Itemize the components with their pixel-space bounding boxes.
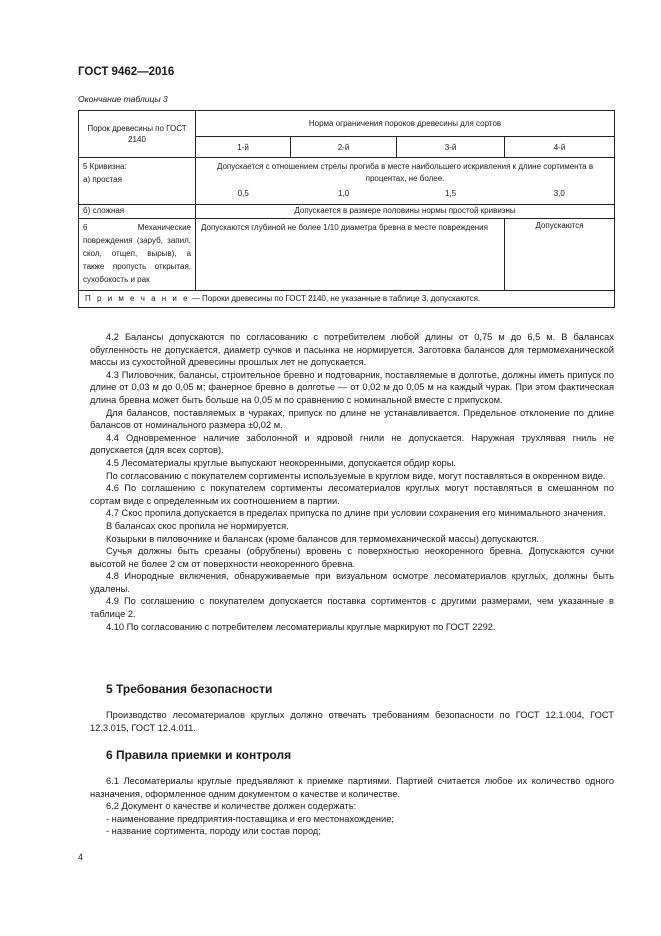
paragraph: 4.5 Лесоматериалы круглые выпускают неокоренными, допускается обдир коры.: [106, 457, 456, 468]
paragraph: 6.2 Документ о качестве и количестве должен содержать:: [106, 801, 357, 812]
curvature-title: 5 Кривизна:: [83, 162, 127, 171]
curvature-value-3: 1,5: [444, 188, 457, 198]
table-note: [79, 291, 615, 308]
curvature-simple-label: а) простая: [83, 175, 122, 184]
mechanical-damage-label: 6 Механические повреждения (заруб, запил, скол, отщеп, вырыв), а также пропусть открытая, сухобокость и рак: [79, 219, 196, 291]
list-item: - название сортимента, породу или состав пород;: [106, 826, 321, 837]
section-6-body: [90, 775, 614, 838]
page-number: 4: [78, 852, 84, 862]
standard-header: ГОСТ 9462—2016: [78, 66, 175, 78]
defects-table: [78, 110, 615, 308]
paragraph: По согласованию с покупателем сортименты используемые в круглом виде, могут поставляться в окоренном виде.: [106, 470, 606, 481]
section-6-title: 6 Правила приемки и контроля: [106, 748, 292, 762]
clause-4-body: [90, 331, 614, 633]
list-item: - наименование предприятия-поставщика и его местонахождение;: [106, 813, 394, 824]
curvature-value-1: 0,5: [196, 189, 291, 205]
section-5-title: 5 Требования безопасности: [106, 682, 273, 696]
paragraph: 4.2 Балансы допускаются по согласованию с потребителем любой длины от 0,75 м до 6,5 м. В балансах обугленность не допускается, диаметр сучков и пасынка не нормируется. Заготовка балансов для термомеханической массы из сухостойной древесины прошлых лет не допускается.: [90, 332, 614, 368]
curvature-complex-label: б) сложная: [79, 205, 196, 219]
paragraph: 4.9 По соглашению с покупателем допускается поставка сортиментов с другими размерами, чем указанные в таблице 2.: [90, 596, 614, 620]
grade-1-header: 1-й: [196, 137, 291, 158]
mechanical-damage-norm: Допускаются глубиной не более 1/10 диаметра бревна в месте повреждения: [196, 219, 505, 291]
curvature-value-2: 1,0: [337, 188, 350, 198]
paragraph: Козырьки в пиловочнике и балансах (кроме балансов для термомеханической массы) допускаются.: [106, 533, 539, 544]
paragraph: 4.6 По соглашению с покупателем сортименты лесоматериалов круглых могут поставляться в смешанном по сортам виде с определенным их соотношением в партии.: [90, 483, 614, 506]
note-text: — Пороки древесины по ГОСТ 2140, не указанные в таблице 3, допускаются.: [189, 294, 481, 303]
curvature-complex-text: Допускается в размере половины нормы простой кривизны: [196, 205, 615, 219]
paragraph: 4.3 Пиловочник, балансы, строительное бревно и подтоварник, поставляемые в долготье, должны иметь припуск по длине от 0,03 м до 0,05 м; фанерное бревно в долготье — от 0,02 м до 0,05 м на каждый чурак. При этом фактическая длина бревна может быть больше на 0,05 м по сравнению с номинальной вместе с припуском.: [90, 369, 614, 405]
note-label: П р и м е ч а н и е: [85, 294, 190, 303]
paragraph: 4.7 Скос пропила допускается в пределах припуска по длине при условии сохранения его минимального значения.: [106, 508, 606, 519]
defect-column-header: Порок древесины по ГОСТ 2140: [79, 111, 196, 158]
paragraph: Сучья должны быть срезаны (обрублены) вровень с поверхностью неокоренного бревна. Допускаются сучки высотой не более 2 см от поверхности неокоренного бревна.: [90, 546, 614, 569]
table-caption: Окончание таблицы 3: [78, 94, 168, 104]
section-5-body: [90, 709, 614, 734]
paragraph: 4.4 Одновременное наличие заболонной и ядровой гнили не допускается. Наружная трухлявая гниль не допускается (для всех сортов).: [90, 432, 614, 456]
grade-4-header: 4-й: [505, 137, 615, 158]
curvature-norm-text: Допускается с отношением стрелы прогиба в месте наибольшего искривления к длине сортимента в процентах, не более.: [196, 158, 615, 189]
row-curvature-label: [79, 158, 196, 189]
paragraph: 6.1 Лесоматериалы круглые предъявляют к приемке партиями. Партией считается любое их количество одного назначения, оформленное одним документом о качестве и количестве.: [90, 776, 614, 799]
paragraph: Для балансов, поставляемых в чураках, припуск по длине не устанавливается. Предельное отклонение по длине балансов от номинального размера ±0,02 м.: [90, 407, 614, 431]
paragraph: 4.8 Инородные включения, обнаруживаемые при визуальном осмотре лесоматериалов круглых, должны быть удалены.: [90, 571, 614, 594]
grade-3-header: 3-й: [397, 137, 505, 158]
mechanical-damage-grade4: Допускаются: [505, 219, 615, 291]
grade-2-header: 2-й: [291, 137, 397, 158]
paragraph: Производство лесоматериалов круглых должно отвечать требованиям безопасности по ГОСТ 12.1.004, ГОСТ 12.3.015, ГОСТ 12.4.011.: [90, 710, 614, 733]
paragraph: 4.10 По согласованию с потребителем лесоматериалы круглые маркируют по ГОСТ 2292.: [106, 621, 496, 632]
paragraph: В балансах скос пропила не нормируется.: [106, 520, 289, 531]
norm-column-header: Норма ограничения пороков древесины для сортов: [196, 111, 615, 137]
curvature-value-4: 3,0: [505, 189, 615, 205]
